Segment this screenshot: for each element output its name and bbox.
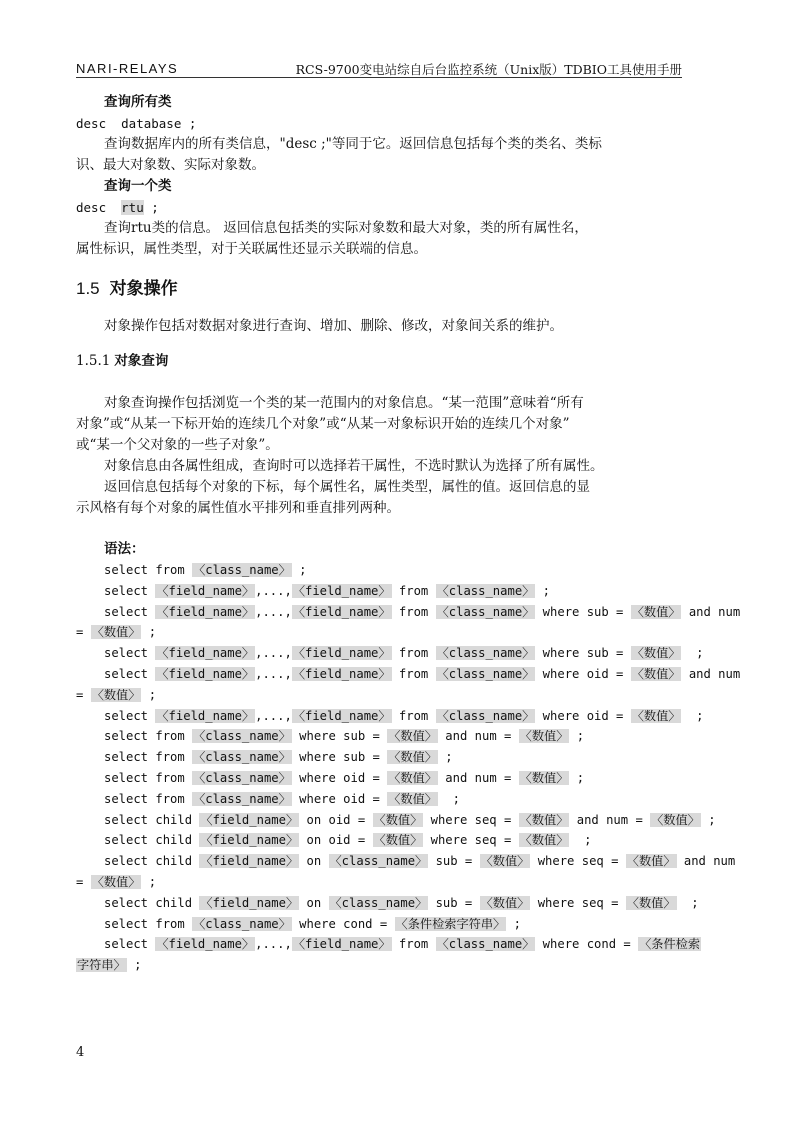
header-company: NARI-RELAYS bbox=[76, 61, 179, 76]
syntax-line-continuation: = 〈数值〉 ; bbox=[76, 874, 157, 889]
syntax-line: select from 〈class_name〉 where sub = 〈数值〉 ; bbox=[104, 750, 453, 765]
syntax-line: select 〈field_name〉,...,〈field_name〉 from 〈class_name〉 where sub = 〈数值〉 ; bbox=[104, 646, 704, 661]
page-header bbox=[76, 58, 682, 78]
section-number: 1.5 bbox=[76, 279, 100, 298]
paragraph-line: 返回信息包括每个对象的下标，每个属性名，属性类型，属性的值。返回信息的显 bbox=[104, 479, 590, 495]
syntax-line: select from 〈class_name〉 where oid = 〈数值〉 ; bbox=[104, 791, 460, 806]
section-title: 对象查询 bbox=[114, 353, 169, 369]
syntax-line: select child 〈field_name〉 on oid = 〈数值〉 where seq = 〈数值〉 ; bbox=[104, 833, 592, 848]
syntax-line: select 〈field_name〉,...,〈field_name〉 from 〈class_name〉 where cond = 〈条件检索 bbox=[104, 937, 701, 952]
page-number: 4 bbox=[76, 1045, 85, 1060]
paragraph-line: 对象查询操作包括浏览一个类的某一范围内的对象信息。“某一范围”意味着“所有 bbox=[104, 395, 584, 411]
paragraph-line: 对象信息由各属性组成，查询时可以选择若干属性，不选时默认为选择了所有属性。 bbox=[104, 458, 604, 474]
header-manual-title: RCS-9700变电站综自后台监控系统（Unix版）TDBIO工具使用手册 bbox=[295, 62, 682, 77]
syntax-line: select from 〈class_name〉 where cond = 〈条件检索字符串〉 ; bbox=[104, 916, 521, 931]
section-title: 对象操作 bbox=[109, 279, 178, 298]
paragraph-line: 对象”或“从某一下标开始的连续几个对象”或“从某一对象标识开始的连续几个对象” bbox=[76, 416, 570, 432]
paragraph-line: 查询数据库内的所有类信息，"desc ;"等同于它。返回信息包括每个类的类名、类标 bbox=[104, 136, 602, 152]
bullet-heading-query-all bbox=[76, 92, 682, 113]
command-argument: rtu bbox=[121, 200, 144, 215]
paragraph-line: 示风格有每个对象的属性值水平排列和垂直排列两种。 bbox=[76, 500, 400, 516]
syntax-line-continuation: 字符串〉 ; bbox=[77, 958, 142, 973]
syntax-line: select child 〈field_name〉 on oid = 〈数值〉 where seq = 〈数值〉 and num = 〈数值〉 ; bbox=[104, 812, 716, 827]
section-heading-1-5 bbox=[76, 274, 682, 304]
syntax-line: select 〈field_name〉,...,〈field_name〉 from 〈class_name〉 where oid = 〈数值〉 and num bbox=[104, 666, 741, 681]
syntax-line: select child 〈field_name〉 on 〈class_name〉 sub = 〈数值〉 where seq = 〈数值〉 ; bbox=[104, 895, 699, 910]
syntax-line: select 〈field_name〉,...,〈field_name〉 from 〈class_name〉 ; bbox=[104, 583, 551, 598]
syntax-line: select child 〈field_name〉 on 〈class_name〉 sub = 〈数值〉 where seq = 〈数值〉 and num bbox=[104, 854, 736, 869]
syntax-line: select from 〈class_name〉 ; bbox=[104, 563, 307, 577]
syntax-label: 语法： bbox=[104, 541, 145, 557]
syntax-line-continuation: = 〈数值〉 ; bbox=[76, 687, 157, 702]
heading-text: 查询所有类 bbox=[104, 94, 172, 110]
paragraph-line: 属性标识，属性类型，对于关联属性还显示关联端的信息。 bbox=[76, 241, 427, 257]
page-content bbox=[76, 92, 741, 976]
syntax-line: select 〈field_name〉,...,〈field_name〉 from 〈class_name〉 where oid = 〈数值〉 ; bbox=[104, 708, 704, 723]
command-prefix: desc bbox=[76, 200, 122, 215]
command-suffix: ; bbox=[143, 200, 159, 215]
syntax-line-continuation: = 〈数值〉 ; bbox=[76, 625, 157, 640]
section-heading-1-5-1 bbox=[76, 349, 682, 373]
command-desc-database: desc database ; bbox=[76, 116, 197, 131]
section-number: 1.5.1 bbox=[76, 353, 111, 369]
syntax-line: select from 〈class_name〉 where oid = 〈数值〉 and num = 〈数值〉 ; bbox=[104, 770, 585, 785]
paragraph-line: 或“某一个父对象的一些子对象”。 bbox=[76, 437, 279, 453]
paragraph-line: 识、最大对象数、实际对象数。 bbox=[76, 157, 265, 173]
command-desc-rtu bbox=[76, 197, 682, 218]
paragraph-line: 对象操作包括对数据对象进行查询、增加、删除、修改，对象间关系的维护。 bbox=[104, 318, 563, 334]
paragraph-line: 查询rtu类的信息。 返回信息包括类的实际对象数和最大对象，类的所有属性名， bbox=[104, 220, 588, 236]
syntax-line: select from 〈class_name〉 where sub = 〈数值〉 and num = 〈数值〉 ; bbox=[104, 729, 585, 744]
bullet-heading-query-one bbox=[76, 176, 682, 197]
heading-text: 查询一个类 bbox=[104, 178, 172, 194]
syntax-line: select 〈field_name〉,...,〈field_name〉 from 〈class_name〉 where sub = 〈数值〉 and num bbox=[104, 604, 741, 619]
